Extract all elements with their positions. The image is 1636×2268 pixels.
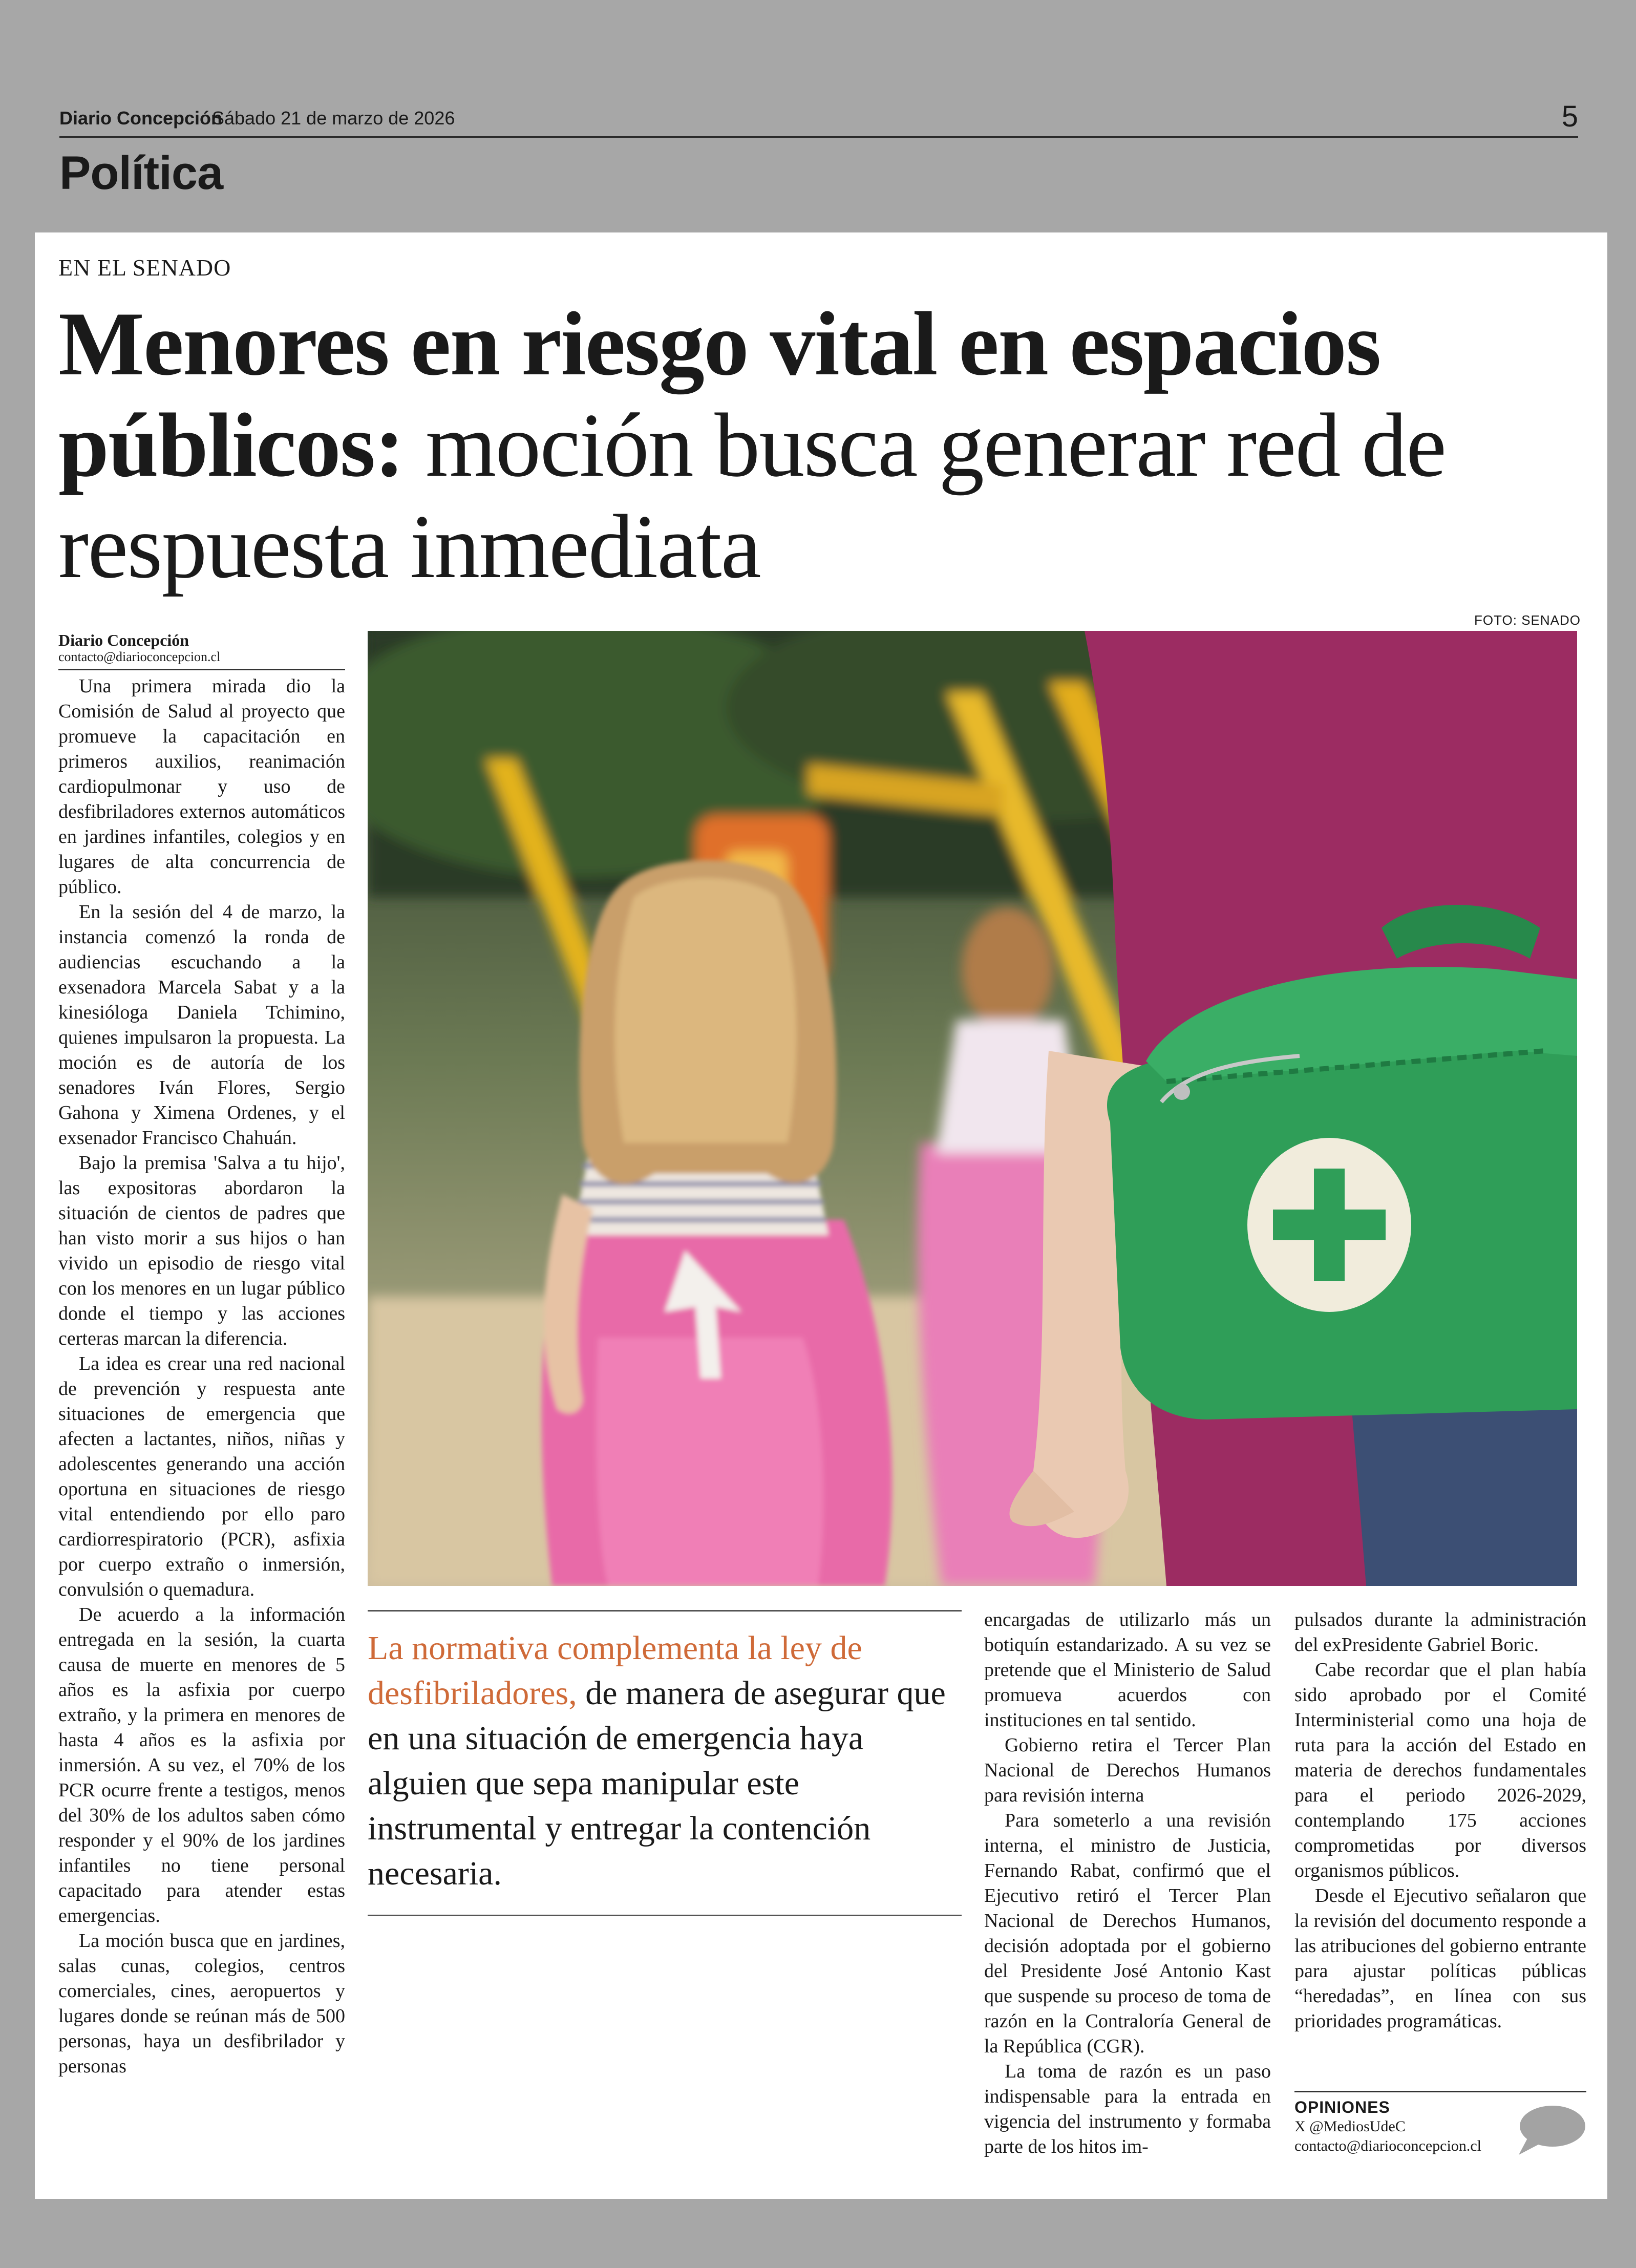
headline-bold: Menores en riesgo vital en espacios públicos: bbox=[58, 293, 1380, 496]
issue-date: Sábado 21 de marzo de 2026 bbox=[212, 108, 455, 129]
pull-quote-text: de manera de asegurar que en una situación de emergencia haya alguien que sepa manipular este instrumental y entregar la contención necesaria. bbox=[368, 1674, 946, 1892]
paragraph: Desde el Ejecutivo señalaron que la revisión del documento responde a las atribuciones del gobierno entrante para ajustar políticas públicas “heredadas”, en línea con sus prioridades programáticas. bbox=[1294, 1885, 1586, 2032]
paragraph: Bajo la premisa 'Salva a tu hijo', las expositoras abordaron la situación de cientos de padres que han visto morir a sus hijos o han vivido un episodio de riesgo vital con los menores en un lugar público donde el tiempo y las acciones certeras marcan la diferencia. bbox=[58, 1152, 345, 1349]
headline bbox=[58, 293, 1589, 597]
page-header-bar bbox=[59, 102, 1578, 138]
paragraph-continuation: encargadas de utilizarlo más un botiquín estandarizado. A su vez se pretende que el Ministerio de Salud promueva acuerdos con instituciones en tal sentido. bbox=[984, 1609, 1271, 1731]
article-kicker: EN EL SENADO bbox=[58, 255, 231, 281]
paragraph: La toma de razón es un paso indispensable para la entrada en vigencia del instrumento y formaba parte de los hitos im- bbox=[984, 2061, 1271, 2157]
paragraph-continuation: pulsados durante la administración del exPresidente Gabriel Boric. bbox=[1294, 1609, 1586, 1656]
opinions-email: contacto@diarioconcepcion.cl bbox=[1294, 2137, 1481, 2154]
paragraph: La idea es crear una red nacional de prevención y respuesta ante situaciones de emergencia que afecten a lactantes, niños, niñas y adolescentes generando una acción oportuna en situaciones de riesgo vital entendiendo por ello paro cardiorrespiratorio (PCR), asfixia por cuerpo extraño o inmersión, convulsión o quemadura. bbox=[58, 1353, 345, 1600]
article-column-4 bbox=[1294, 1607, 1586, 2034]
page-number: 5 bbox=[1561, 100, 1578, 133]
paragraph: En la sesión del 4 de marzo, la instancia comenzó la ronda de audiencias escuchando a la exsenadora Marcela Sabat y a la kinesióloga Daniela Tchimino, quienes impulsaron la propuesta. La moción es de autoría de los senadores Iván Flores, Sergio Gahona y Ximena Ordenes, y el exsenador Francisco Chahuán. bbox=[58, 901, 345, 1149]
article-column-3 bbox=[984, 1607, 1271, 2159]
paragraph: Cabe recordar que el plan había sido aprobado por el Comité Interministerial como una hoja de ruta para la acción del Estado en materia de derechos fundamentales para el periodo 2026-2029, contemplando 175 acciones comprometidas por diversos organismos públicos. bbox=[1294, 1659, 1586, 1881]
author-email: contacto@diarioconcepcion.cl bbox=[58, 649, 221, 664]
article-column-1 bbox=[58, 674, 345, 2079]
section-title: Política bbox=[59, 147, 223, 199]
article-photo bbox=[368, 631, 1577, 1586]
paper-name: Diario Concepción bbox=[59, 108, 223, 129]
opinions-x-handle: X @MediosUdeC bbox=[1294, 2118, 1406, 2135]
author-byline bbox=[58, 631, 345, 670]
pull-quote bbox=[368, 1610, 962, 1916]
paragraph: La moción busca que en jardines, salas cunas, colegios, centros comerciales, cines, aeropuertos y lugares donde se reúnan más de 500 personas, haya un desfibrilador y personas bbox=[58, 1930, 345, 2077]
photo-credit: FOTO: SENADO bbox=[1474, 612, 1581, 628]
author-name: Diario Concepción bbox=[58, 631, 189, 649]
article-sheet bbox=[35, 232, 1607, 2199]
speech-bubble-icon bbox=[1515, 2104, 1586, 2157]
opinions-label: OPINIONES bbox=[1294, 2098, 1390, 2116]
first-aid-playground-illustration bbox=[368, 631, 1577, 1586]
paragraph: De acuerdo a la información entregada en la sesión, la cuarta causa de muerte en menores de 5 años es la asfixia por cuerpo extraño, y la primera en menores de hasta 4 años es la asfixia por inmersión. A su vez, el 70% de los PCR ocurre frente a testigos, menos del 30% de los adultos saben cómo responder y el 90% de los jardines infantiles no tiene personal capacitado para atender estas emergencias. bbox=[58, 1604, 345, 1926]
paragraph: Para someterlo a una revisión interna, el ministro de Justicia, Fernando Rabat, confirmó que el Ejecutivo retiró el Tercer Plan Nacional de Derechos Humanos, decisión adoptada por el gobierno del Presidente José Antonio Kast que suspende su proceso de toma de razón en la Contraloría General de la República (CGR). bbox=[984, 1810, 1271, 2057]
paragraph: Gobierno retira el Tercer Plan Nacional de Derechos Humanos para revisión interna bbox=[984, 1734, 1271, 1806]
pull-quote-highlight: La normativa complementa la ley de desfibriladores, bbox=[368, 1629, 862, 1712]
paragraph: Una primera mirada dio la Comisión de Salud al proyecto que promueve la capacitación en primeros auxilios, reanimación cardiopulmonar y uso de desfibriladores externos automáticos en jardines infantiles, colegios y en lugares de alta concurrencia de público. bbox=[58, 675, 345, 898]
headline-regular: moción busca generar red de respuesta inmediata bbox=[58, 394, 1446, 597]
opinions-box bbox=[1294, 2091, 1586, 2156]
